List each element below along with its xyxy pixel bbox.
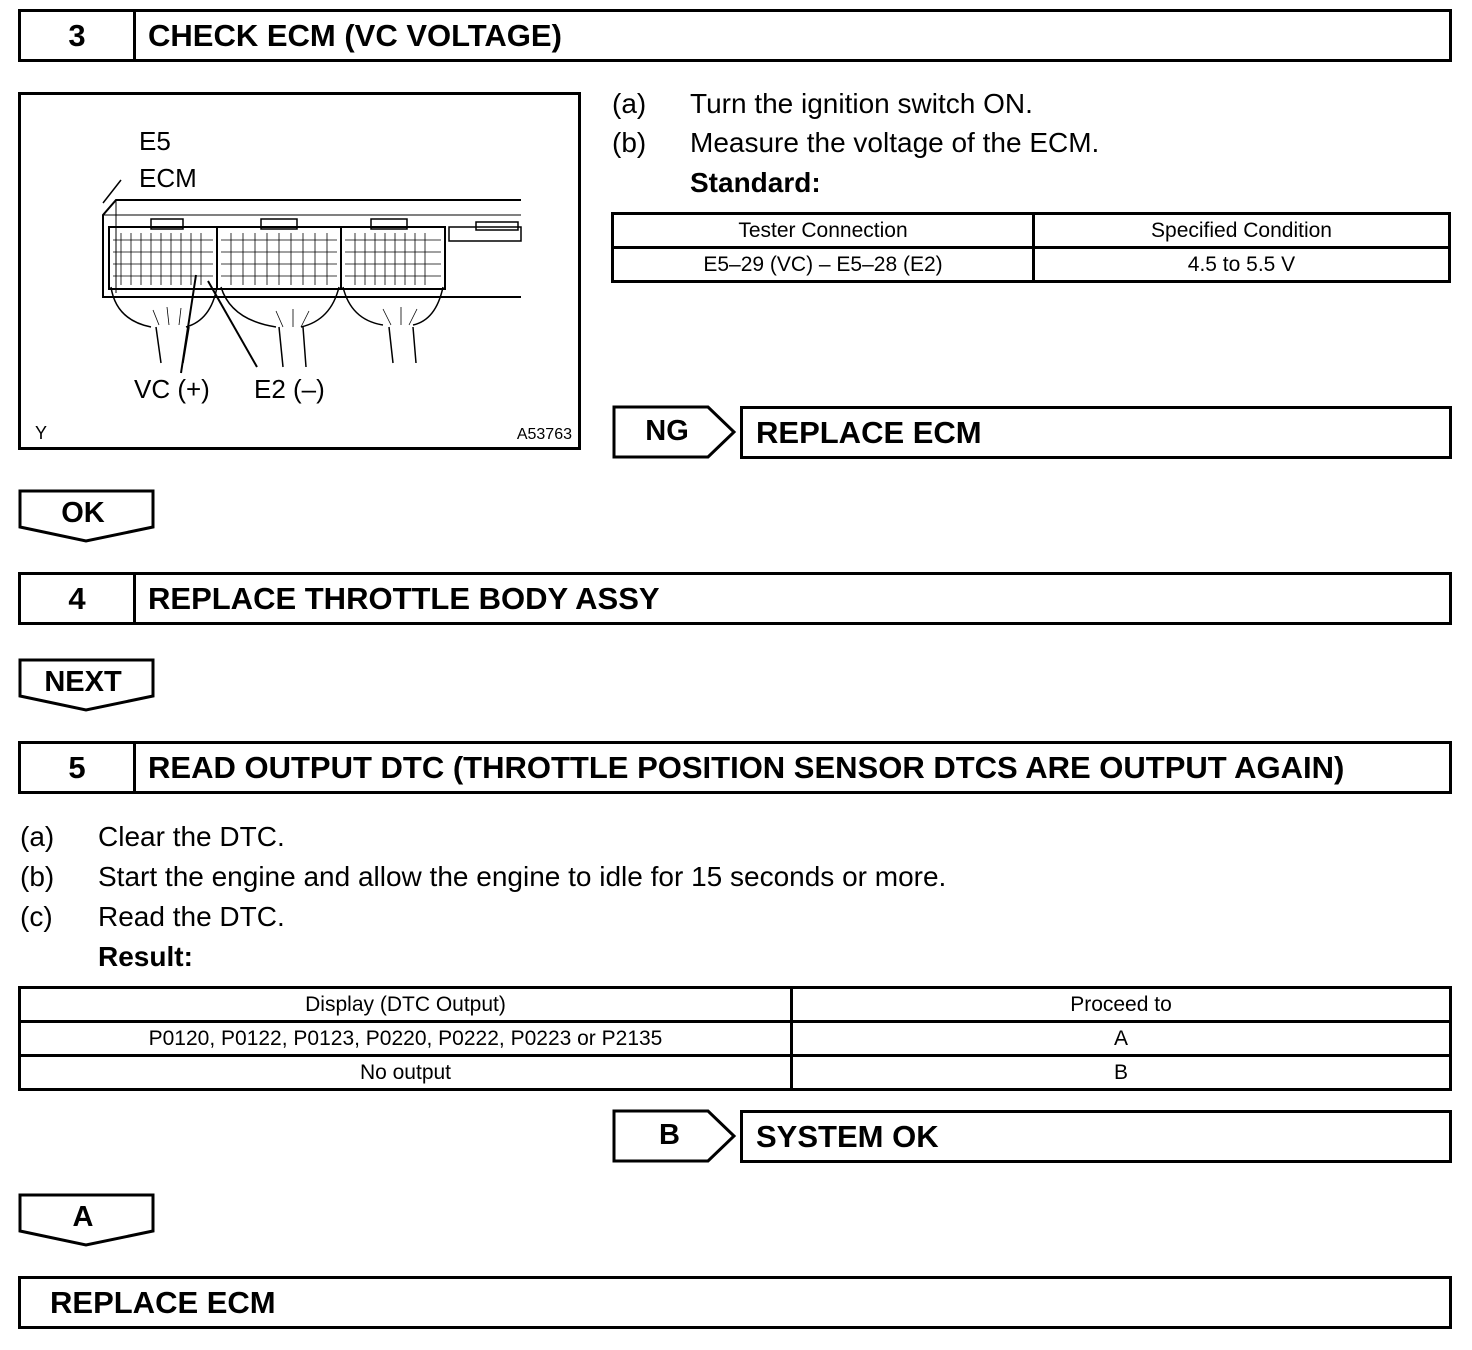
step-3-header — [18, 9, 1452, 62]
instruction-text: Read the DTC. — [98, 901, 285, 932]
step-4-title: REPLACE THROTTLE BODY ASSY — [148, 580, 660, 616]
result-table — [18, 986, 1452, 1091]
next-label: NEXT — [44, 666, 122, 698]
ecm-connector-illustration — [21, 95, 578, 447]
connector-3 — [341, 219, 445, 289]
instruction-label: (a) — [20, 821, 55, 852]
instruction-text: Start the engine and allow the engine to idle for 15 seconds or more. — [98, 861, 947, 892]
table-cell: E5–29 (VC) – E5–28 (E2) — [613, 248, 1034, 282]
table-header-row — [613, 214, 1450, 248]
b-label: B — [659, 1119, 680, 1151]
ng-label: NG — [645, 415, 689, 447]
step-5-instruction-a — [20, 821, 285, 853]
instruction-label: (b) — [612, 127, 647, 158]
connector-e5 — [109, 219, 217, 289]
b-result-box: SYSTEM OK — [740, 1110, 1452, 1163]
table-header-cell: Proceed to — [792, 988, 1451, 1022]
step-3-instruction-b — [612, 127, 1099, 159]
step-4-number: 4 — [21, 575, 136, 622]
table-header-cell: Specified Condition — [1034, 214, 1450, 248]
instruction-text: Measure the voltage of the ECM. — [690, 127, 1100, 158]
table-cell: P0120, P0122, P0123, P0220, P0222, P0223 or P2135 — [20, 1022, 792, 1056]
step-3-instruction-a — [612, 88, 1033, 120]
step-5-number: 5 — [21, 744, 136, 791]
standard-label: Standard: — [690, 167, 821, 198]
table-row — [613, 248, 1450, 282]
ok-branch-arrow — [18, 489, 156, 543]
step-5-title: READ OUTPUT DTC (THROTTLE POSITION SENSOR DTCS ARE OUTPUT AGAIN) — [148, 749, 1345, 785]
result-label: Result: — [98, 941, 193, 972]
next-arrow — [18, 658, 156, 712]
final-replace-ecm-box: REPLACE ECM — [18, 1276, 1452, 1329]
table-row — [20, 1022, 1451, 1056]
table-row — [20, 1056, 1451, 1090]
ok-label: OK — [61, 497, 105, 529]
ecm-label: ECM — [139, 163, 197, 193]
e2-terminal-label: E2 (–) — [254, 374, 325, 404]
instruction-label: (c) — [20, 901, 53, 932]
table-cell: A — [792, 1022, 1451, 1056]
connector-label: E5 — [139, 126, 171, 156]
a-branch-arrow — [18, 1193, 156, 1247]
b-branch-arrow — [612, 1109, 738, 1163]
ng-branch-arrow — [612, 405, 738, 459]
table-cell: B — [792, 1056, 1451, 1090]
table-header-row — [20, 988, 1451, 1022]
ng-result-box: REPLACE ECM — [740, 406, 1452, 459]
step-4-header — [18, 572, 1452, 625]
table-header-cell: Tester Connection — [613, 214, 1034, 248]
diagram-id: A53763 — [516, 426, 572, 443]
step-3-number: 3 — [21, 12, 136, 59]
instruction-text: Turn the ignition switch ON. — [690, 88, 1033, 119]
ecm-connector-diagram — [18, 92, 581, 450]
step-3-title: CHECK ECM (VC VOLTAGE) — [148, 17, 562, 53]
instruction-text: Clear the DTC. — [98, 821, 285, 852]
table-header-cell: Display (DTC Output) — [20, 988, 792, 1022]
tester-table — [611, 212, 1451, 283]
step-5-header — [18, 741, 1452, 794]
a-label: A — [72, 1201, 94, 1233]
table-cell: 4.5 to 5.5 V — [1034, 248, 1450, 282]
instruction-label: (b) — [20, 861, 55, 892]
step-5-instruction-c — [20, 901, 285, 933]
diagram-corner-left: Y — [35, 423, 48, 443]
e2-leader-line — [208, 281, 257, 367]
vc-terminal-label: VC (+) — [134, 374, 210, 404]
connector-2 — [217, 219, 341, 289]
instruction-label: (a) — [612, 88, 647, 119]
step-5-instruction-b — [20, 861, 946, 893]
table-cell: No output — [20, 1056, 792, 1090]
